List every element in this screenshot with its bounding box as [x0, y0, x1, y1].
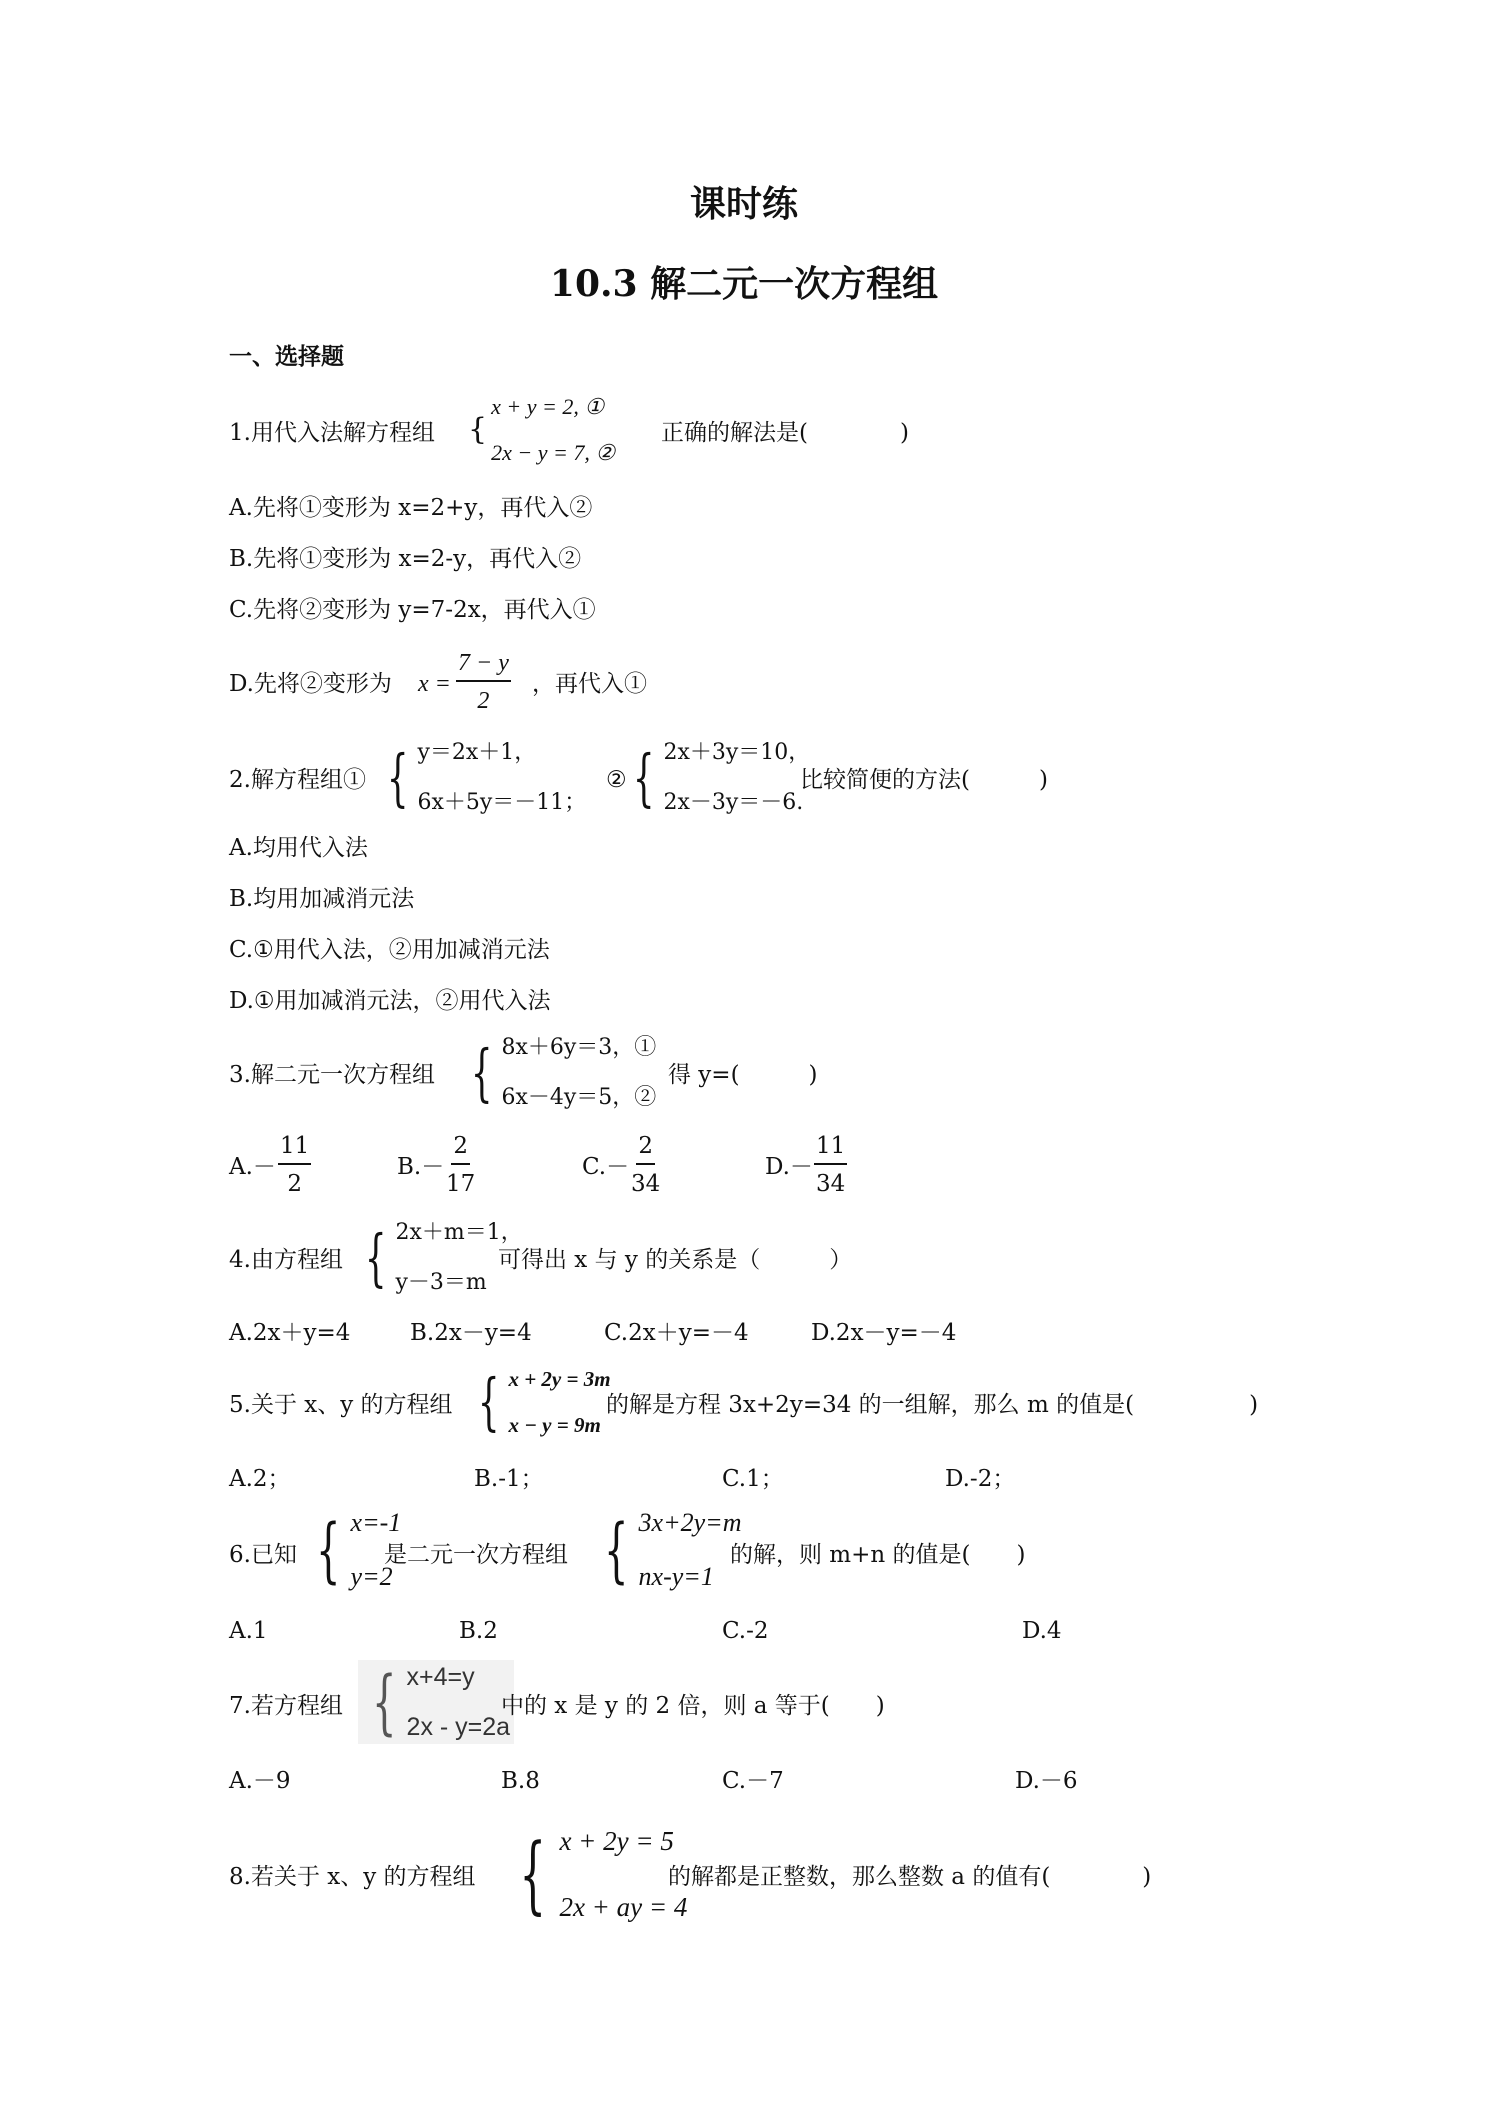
- q5-eq1: x + 2y = 3m: [508, 1367, 611, 1391]
- q2-option-d: D.①用加减消元法，②用代入法: [229, 988, 551, 1014]
- q4-eq1: 2x＋m＝1，: [395, 1220, 523, 1245]
- brace-icon: {: [386, 741, 409, 814]
- q7-option-b: B.8: [501, 1768, 540, 1794]
- q6-option-d: D.4: [1022, 1618, 1062, 1644]
- fraction-numerator: 2: [636, 1131, 655, 1165]
- q1-option-c: C.先将②变形为 y=7-2x，再代入①: [229, 597, 596, 623]
- q7-option-d: D.－6: [1015, 1768, 1078, 1794]
- q2-system-2: [624, 738, 810, 818]
- q6-eq2: y=2: [350, 1562, 393, 1591]
- q3-prefix: 3.解二元一次方程组: [229, 1062, 435, 1088]
- q5-option-a: A.2；: [229, 1466, 291, 1492]
- q2-option-c: C.①用代入法，②用加减消元法: [229, 937, 550, 963]
- q1-option-a: A.先将①变形为 x=2+y，再代入②: [229, 495, 593, 521]
- q1-option-b: B.先将①变形为 x=2-y，再代入②: [229, 546, 582, 572]
- brace-icon: {: [519, 1825, 547, 1923]
- q1-suffix: 正确的解法是( ): [661, 420, 909, 446]
- q1-option-d-suffix: ，再代入①: [532, 671, 647, 697]
- q4-suffix: 可得出 x 与 y 的关系是（ ）: [498, 1247, 853, 1273]
- q2-mark-2: ②: [606, 767, 627, 793]
- q6-middle: 是二元一次方程组: [384, 1542, 568, 1568]
- q7-system: [358, 1660, 514, 1744]
- page-title: 课时练: [689, 183, 798, 225]
- q2-sys1-eq2: 6x＋5y＝－11；: [417, 790, 587, 815]
- q3-option-a-label: A.－: [229, 1154, 276, 1180]
- q4-option-c: C.2x＋y=－4: [604, 1320, 749, 1346]
- q3-option-c-label: C.－: [582, 1154, 630, 1180]
- q4-option-d: D.2x－y=－4: [811, 1320, 957, 1346]
- q3-eq1: 8x＋6y＝3，①: [501, 1035, 657, 1060]
- fraction-denominator: 34: [816, 1171, 846, 1197]
- q3-option-b-fraction: [446, 1131, 475, 1199]
- brace-icon: {: [468, 412, 488, 447]
- q6-option-a: A.1: [229, 1618, 268, 1644]
- q8-prefix: 8.若关于 x、y 的方程组: [229, 1864, 476, 1890]
- q8-suffix: 的解都是正整数，那么整数 a 的值有( ): [668, 1864, 1152, 1890]
- q6-option-b: B.2: [459, 1618, 498, 1644]
- q2-option-b: B.均用加减消元法: [229, 886, 415, 912]
- q4-option-a: A.2x＋y=4: [229, 1320, 351, 1346]
- q6-system-2: [594, 1508, 742, 1592]
- q6-eq3: 3x+2y=m: [638, 1508, 742, 1537]
- fraction-denominator: 34: [631, 1171, 661, 1197]
- brace-icon: {: [477, 1365, 500, 1438]
- q1-option-d-fraction: [456, 648, 511, 716]
- brace-icon: {: [632, 741, 655, 814]
- q2-system-1: [378, 738, 586, 818]
- q8-eq1: x + 2y = 5: [559, 1826, 674, 1856]
- q6-prefix: 6.已知: [229, 1542, 297, 1568]
- q7-option-c: C.－7: [722, 1768, 784, 1794]
- q8-eq2: 2x + ay = 4: [559, 1892, 688, 1922]
- brace-icon: {: [316, 1509, 341, 1591]
- q3-eq2: 6x－4y＝5，②: [501, 1085, 657, 1110]
- q6-eq1: x=-1: [350, 1508, 402, 1537]
- q4-prefix: 4.由方程组: [229, 1247, 343, 1273]
- q1-option-d-lhs: x =: [418, 671, 451, 697]
- q1-eq1: x + y = 2, ①: [491, 394, 605, 419]
- q7-eq2: 2x - y=2a: [406, 1713, 511, 1741]
- q1-eq2: 2x − y = 7, ②: [491, 440, 616, 465]
- q2-prefix: 2.解方程组①: [229, 767, 366, 793]
- q3-suffix: 得 y=( ): [668, 1062, 818, 1088]
- brace-icon: {: [604, 1509, 629, 1591]
- q7-eq1: x+4=y: [406, 1663, 475, 1691]
- page-subtitle: 10.3 解二元一次方程组: [549, 263, 939, 305]
- q2-sys1-eq1: y＝2x＋1，: [417, 740, 537, 765]
- q5-suffix: 的解是方程 3x+2y=34 的一组解，那么 m 的值是( ): [606, 1392, 1259, 1418]
- q5-prefix: 5.关于 x、y 的方程组: [229, 1392, 453, 1418]
- q6-eq4: nx-y=1: [638, 1562, 714, 1591]
- q3-option-d-fraction: [814, 1131, 847, 1199]
- q5-system: [469, 1364, 611, 1440]
- fraction-numerator: 11: [814, 1131, 847, 1165]
- q2-option-a: A.均用代入法: [229, 835, 368, 861]
- fraction-denominator: 2: [287, 1171, 302, 1197]
- q1-prefix: 1.用代入法解方程组: [229, 420, 435, 446]
- q1-system: [468, 392, 615, 468]
- q3-option-d-label: D.－: [765, 1154, 813, 1180]
- q8-system: [506, 1826, 687, 1922]
- q4-eq2: y－3＝m: [395, 1270, 487, 1295]
- fraction-denominator: 2: [477, 688, 490, 714]
- brace-icon: {: [372, 1661, 397, 1743]
- brace-icon: {: [364, 1221, 387, 1294]
- q7-prefix: 7.若方程组: [229, 1693, 343, 1719]
- brace-icon: {: [470, 1036, 493, 1109]
- q5-option-c: C.1；: [722, 1466, 784, 1492]
- q2-sys2-eq2: 2x－3y＝－6.: [663, 790, 804, 815]
- q7-option-a: A.－9: [229, 1768, 291, 1794]
- q5-option-d: D.-2；: [945, 1466, 1016, 1492]
- q2-suffix: 比较简便的方法( ): [800, 767, 1048, 793]
- q2-sys2-eq1: 2x＋3y＝10，: [663, 740, 811, 765]
- q4-option-b: B.2x－y=4: [410, 1320, 532, 1346]
- q5-eq2: x − y = 9m: [508, 1413, 601, 1437]
- fraction-numerator: 7 − y: [456, 648, 511, 682]
- q1-option-d-prefix: D.先将②变形为: [229, 671, 392, 697]
- fraction-numerator: 2: [451, 1131, 470, 1165]
- section-heading: 一、选择题: [229, 343, 344, 370]
- q7-suffix: 中的 x 是 y 的 2 倍，则 a 等于( ): [501, 1693, 885, 1719]
- q6-suffix: 的解，则 m+n 的值是( ): [730, 1542, 1026, 1568]
- q3-option-c-fraction: [631, 1131, 660, 1199]
- q3-option-b-label: B.－: [397, 1154, 445, 1180]
- q6-option-c: C.-2: [722, 1618, 769, 1644]
- q3-system: [462, 1033, 656, 1113]
- fraction-denominator: 17: [446, 1171, 476, 1197]
- q5-option-b: B.-1；: [474, 1466, 544, 1492]
- q3-option-a-fraction: [278, 1131, 311, 1199]
- fraction-numerator: 11: [278, 1131, 311, 1165]
